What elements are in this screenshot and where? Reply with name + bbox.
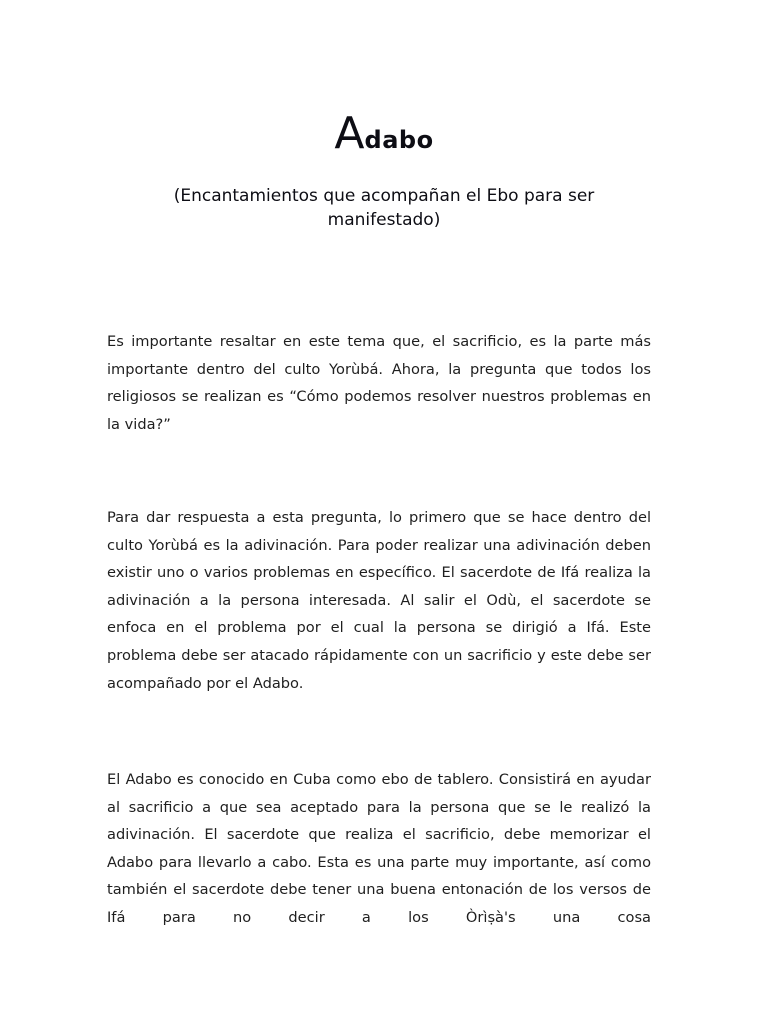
paragraph-2: Para dar respuesta a esta pregunta, lo primero que se hace dentro del culto Yorùbá es la adivinación. Para poder realizar una adivinación deben existir uno o varios problemas en específico. El sacerdote de Ifá realiza la adivinación a la persona interesada. Al salir el Odù, el sacerdote se enfoca en el problema por el cual la persona se dirigió a Ifá. Este problema debe ser atacado rápidamente con un sacrificio y este debe ser acompañado por el Adabo.: [107, 509, 651, 692]
paragraph-3: El Adabo es conocido en Cuba como ebo de tablero. Consistirá en ayudar al sacrificio a que sea aceptado para la persona que se le realizó la adivinación. El sacerdote que realiza el sacrificio, debe memorizar el Adabo para llevarlo a cabo. Esta es una parte muy importante, así como también el sacerdote debe tener una buena entonación de los versos de Ifá para no decir a los Òrìṣà's una cosa: [107, 771, 651, 926]
title-rest: dabo: [364, 126, 434, 154]
document-title: [0, 108, 768, 159]
paragraph-1: Es importante resaltar en este tema que, el sacrificio, es la parte más importante dentro del culto Yorùbá. Ahora, la pregunta que todos los religiosos se realizan es “Cómo podemos resolver nuestros problemas en la vida?”: [107, 333, 651, 433]
title-first-letter: A: [334, 108, 365, 159]
document-subtitle: (Encantamientos que acompañan el Ebo para ser manifestado): [173, 186, 595, 230]
